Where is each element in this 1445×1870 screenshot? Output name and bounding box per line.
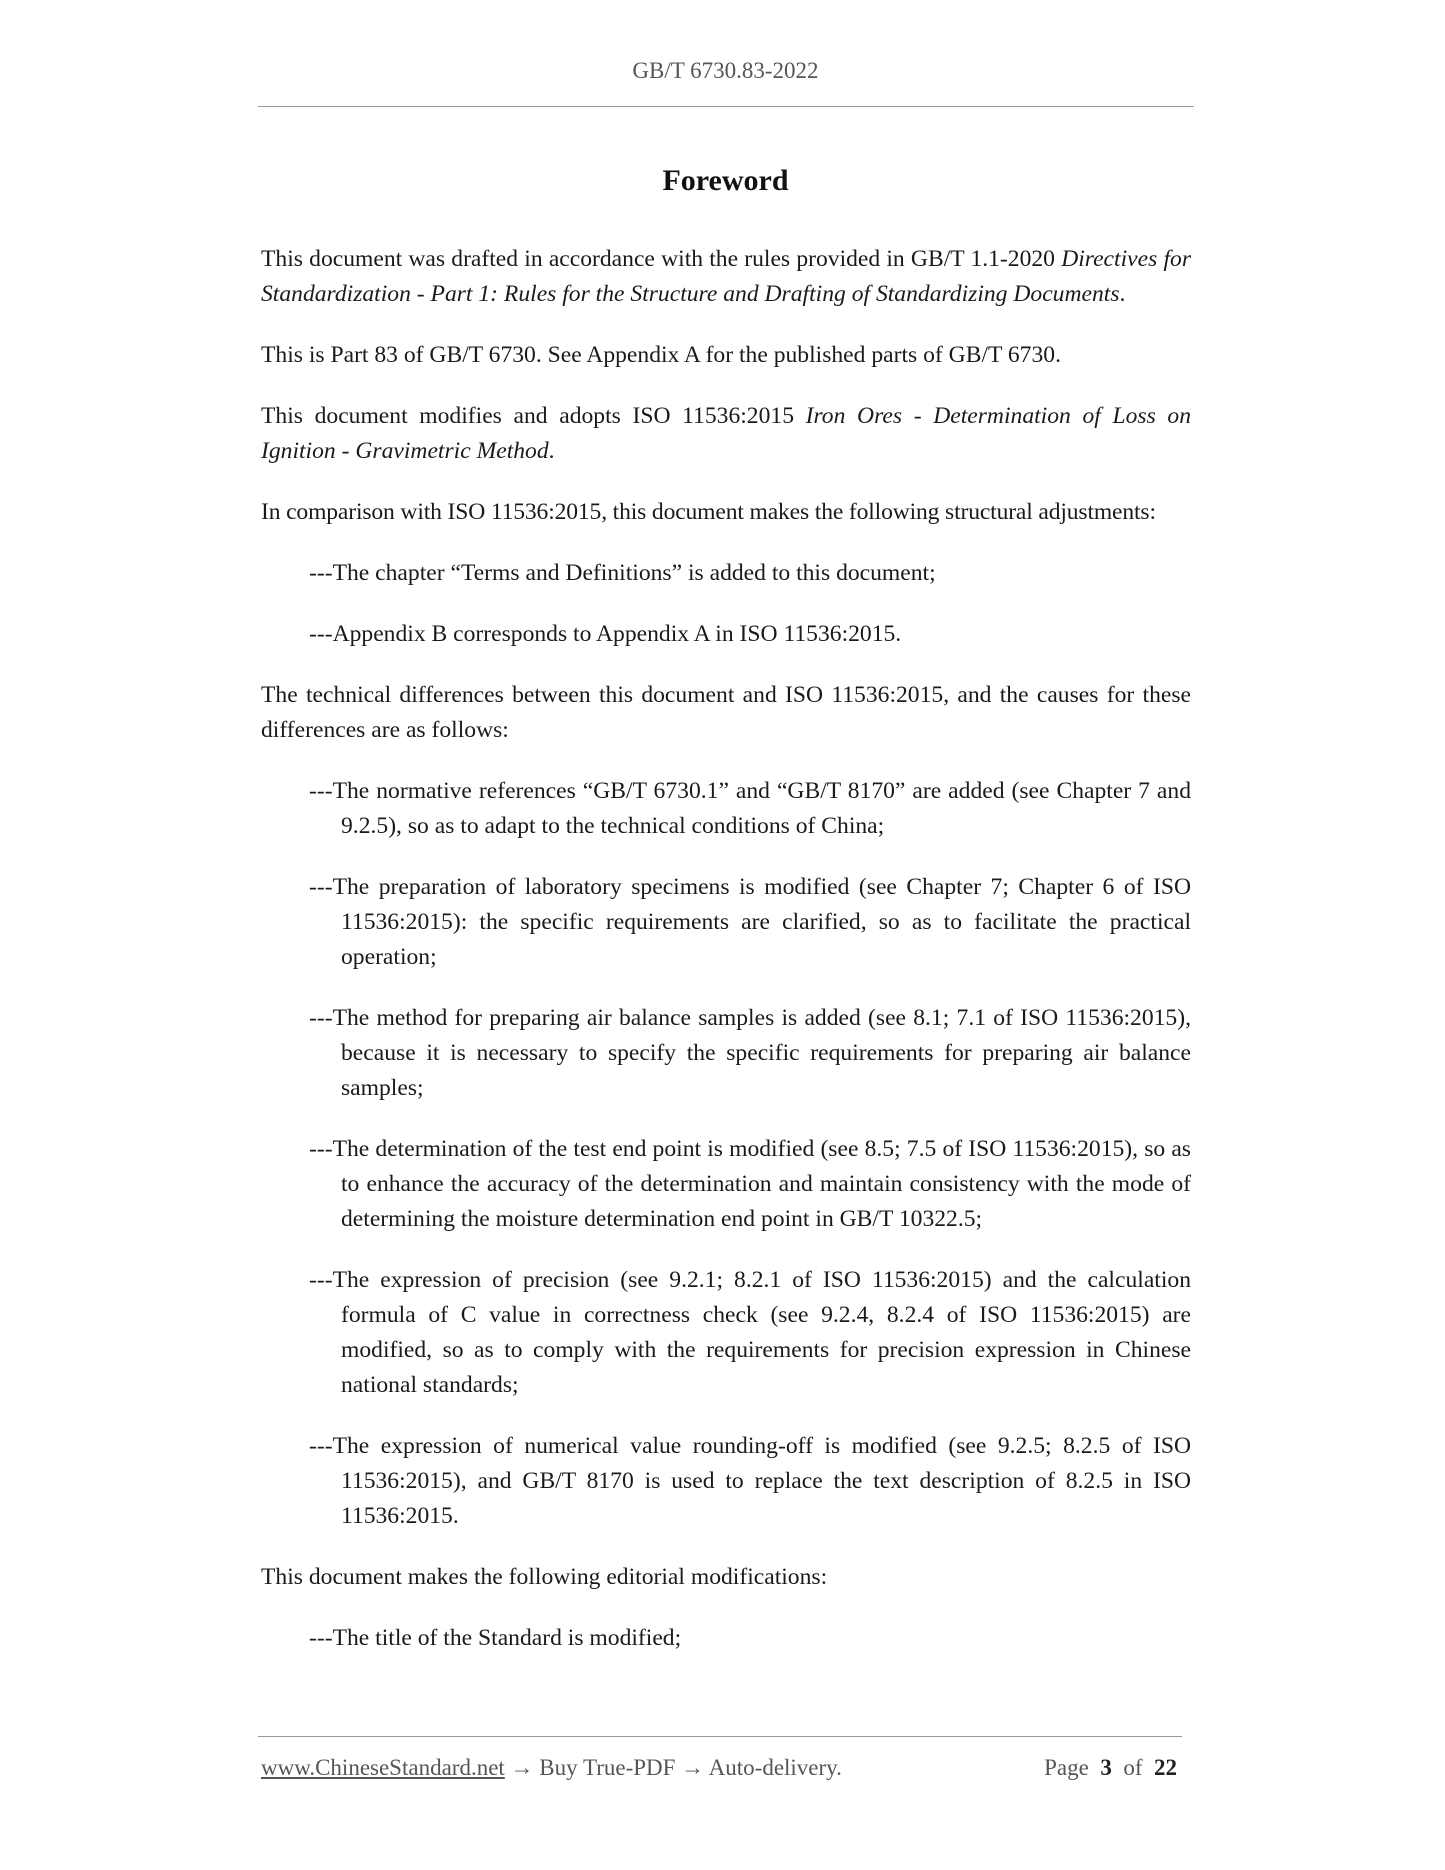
paragraph-text: This document was drafted in accordance with the rules provided in GB/T 1.1-2020	[261, 246, 1062, 272]
paragraph-adoption	[261, 399, 1191, 469]
paragraph-editorial-intro: This document makes the following editorial modifications:	[261, 1564, 828, 1590]
header-divider	[258, 106, 1194, 107]
list-item-structural: ---The chapter “Terms and Definitions” is added to this document;	[309, 560, 936, 586]
paragraph-part-info: This is Part 83 of GB/T 6730. See Appendix A for the published parts of GB/T 6730.	[261, 342, 1061, 368]
page-indicator	[1044, 1755, 1177, 1781]
of-label: of	[1123, 1755, 1143, 1780]
list-item-technical: ---The normative references “GB/T 6730.1” and “GB/T 8170” are added (see Chapter 7 and 9.2.5), so as to adapt to the technical conditions of China;	[309, 778, 1191, 839]
page-number: 3	[1100, 1755, 1112, 1780]
list-item-structural: ---Appendix B corresponds to Appendix A in ISO 11536:2015.	[309, 621, 902, 647]
paragraph-structural-intro: In comparison with ISO 11536:2015, this document makes the following structural adjustments:	[261, 499, 1156, 525]
list-item-technical: ---The expression of numerical value rounding-off is modified (see 9.2.5; 8.2.5 of ISO 11536:2015), and GB/T 8170 is used to replace the text description of 8.2.5 in ISO 11536:2015.	[309, 1433, 1191, 1529]
running-header: GB/T 6730.83-2022	[632, 58, 819, 83]
footer-promo: → Buy True-PDF → Auto-delivery.	[504, 1755, 842, 1780]
page-title: Foreword	[662, 164, 789, 197]
referenced-title: Iron Ores - Determination of Loss on Ignition - Gravimetric Method	[261, 403, 1191, 464]
foreword-body	[261, 242, 1191, 1682]
paragraph-drafting-rules	[261, 242, 1191, 312]
paragraph-text: This document modifies and adopts ISO 11536:2015	[261, 403, 806, 429]
page-label: Page	[1044, 1755, 1089, 1780]
paragraph-technical-intro: The technical differences between this document and ISO 11536:2015, and the causes for these differences are as follows:	[261, 682, 1191, 743]
page-total: 22	[1154, 1755, 1177, 1780]
list-item-technical: ---The preparation of laboratory specimens is modified (see Chapter 7; Chapter 6 of ISO 11536:2015): the specific requirements are clarified, so as to facilitate the practical operation;	[309, 874, 1191, 970]
list-item-technical: ---The determination of the test end point is modified (see 8.5; 7.5 of ISO 11536:2015), so as to enhance the accuracy of the determination and maintain consistency with the mode of determining the moisture determination end point in GB/T 10322.5;	[309, 1136, 1191, 1232]
list-item-editorial: ---The title of the Standard is modified;	[309, 1625, 682, 1651]
site-link[interactable]: www.ChineseStandard.net	[261, 1755, 505, 1780]
paragraph-text: .	[1119, 281, 1126, 307]
list-item-technical: ---The expression of precision (see 9.2.1; 8.2.1 of ISO 11536:2015) and the calculation formula of C value in correctness check (see 9.2.4, 8.2.4 of ISO 11536:2015) are modified, so as to comply with the requirements for precision expression in Chinese national standards;	[309, 1267, 1191, 1398]
paragraph-text: .	[548, 438, 555, 464]
list-item-technical: ---The method for preparing air balance samples is added (see 8.1; 7.1 of ISO 11536:2015), because it is necessary to specify the specific requirements for preparing air balance samples;	[309, 1005, 1191, 1101]
footer-divider	[258, 1736, 1182, 1737]
page-footer	[261, 1755, 1181, 1781]
referenced-title: Directives for Standardization - Part 1: Rules for the Structure and Drafting of Standardizing Documents	[261, 246, 1191, 307]
